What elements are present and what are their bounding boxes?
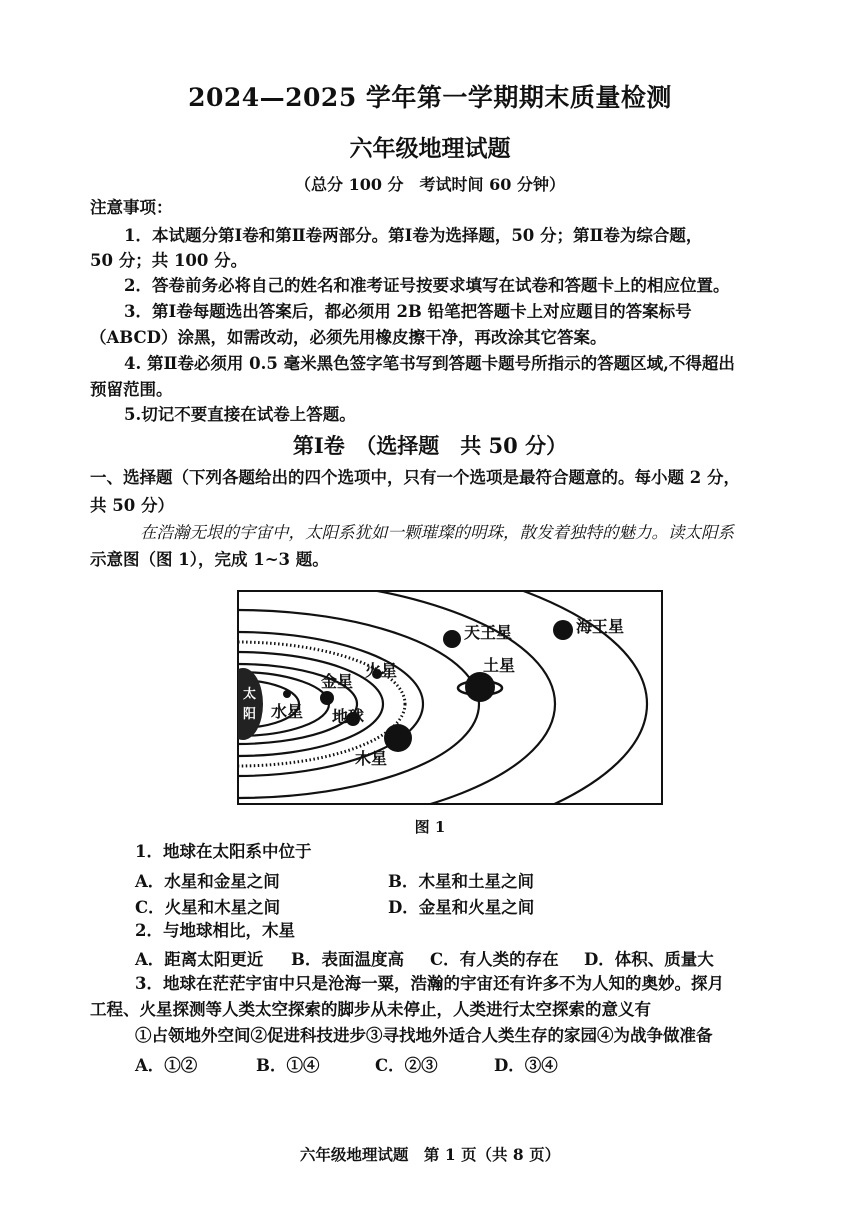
- section-title: 第Ⅰ卷 （选择题 共 50 分）: [292, 433, 568, 458]
- answer-option: B．木星和土星之间: [388, 872, 534, 891]
- notice-line: 4. 第Ⅱ卷必须用 0.5 毫米黑色签字笔书写到答题卡题号所指示的答题区域,不得超出: [124, 354, 735, 373]
- label-venus: 金星: [321, 672, 354, 691]
- notice-line: 预留范围。: [90, 380, 173, 399]
- answer-option: B．表面温度高: [291, 950, 404, 969]
- question-stem: 3．地球在茫茫宇宙中只是沧海一粟，浩瀚的宇宙还有许多不为人知的奥妙。探月: [135, 974, 724, 993]
- planet-venus: [320, 691, 334, 705]
- answer-option: C．有人类的存在: [430, 950, 559, 969]
- notice-heading: 注意事项：: [90, 198, 173, 217]
- question-stem: 工程、火星探测等人类太空探索的脚步从未停止，人类进行太空探索的意义有: [90, 1000, 651, 1019]
- planet-neptune: [553, 620, 573, 640]
- notice-line: 50 分；共 100 分。: [90, 251, 248, 270]
- label-saturn: 土星: [483, 656, 516, 675]
- figure-caption: 图 1: [414, 818, 446, 836]
- notice-line: 1．本试题分第Ⅰ卷和第Ⅱ卷两部分。第Ⅰ卷为选择题，50 分；第Ⅱ卷为综合题，: [124, 226, 703, 245]
- label-earth: 地球: [332, 707, 365, 726]
- section-instruction: 一、选择题（下列各题给出的四个选项中，只有一个选项是最符合题意的。每小题 2 分，: [90, 468, 740, 487]
- planet-uranus: [443, 630, 461, 648]
- answer-option: B．①④: [256, 1056, 320, 1075]
- exam-subtitle: 六年级地理试题: [349, 135, 511, 162]
- label-jupiter: 木星: [355, 749, 388, 768]
- sun-label: 太: [243, 687, 257, 702]
- exam-title: 2024—2025 学年第一学期期末质量检测: [188, 83, 672, 112]
- label-neptune: 海王星: [576, 617, 625, 636]
- notice-line: 5.切记不要直接在试卷上答题。: [124, 405, 356, 424]
- reading-passage: 在浩瀚无垠的宇宙中，太阳系犹如一颗璀璨的明珠，散发着独特的魅力。读太阳系: [140, 523, 734, 542]
- planet-jupiter: [384, 724, 412, 752]
- question-stem: 1．地球在太阳系中位于: [135, 842, 312, 861]
- answer-option: C．②③: [375, 1056, 438, 1075]
- answer-option: D．金星和火星之间: [388, 898, 535, 917]
- question-stem: 2．与地球相比，木星: [135, 921, 295, 940]
- question-statements: ①占领地外空间②促进科技进步③寻找地外适合人类生存的家园④为战争做准备: [135, 1026, 713, 1045]
- notice-line: （ABCD）涂黑，如需改动，必须先用橡皮擦干净，再改涂其它答案。: [90, 328, 607, 347]
- notice-line: 2．答卷前务必将自己的姓名和准考证号按要求填写在试卷和答题卡上的相应位置。: [124, 276, 730, 295]
- sun-label: 阳: [243, 707, 257, 722]
- solar-system-diagram: [237, 590, 663, 805]
- answer-option: A．水星和金星之间: [135, 872, 280, 891]
- label-mars: 火星: [365, 661, 398, 680]
- answer-option: A．距离太阳更近: [135, 950, 264, 969]
- notice-line: 3．第Ⅰ卷每题选出答案后，都必须用 2B 铅笔把答题卡上对应题目的答案标号: [124, 302, 692, 321]
- answer-option: D．体积、质量大: [584, 950, 714, 969]
- page-footer: 六年级地理试题 第 1 页（共 8 页）: [299, 1145, 561, 1164]
- reading-passage: 示意图（图 1），完成 1~3 题。: [90, 550, 329, 569]
- answer-option: A．①②: [135, 1056, 198, 1075]
- section-instruction: 共 50 分）: [90, 496, 174, 515]
- label-uranus: 天王星: [464, 623, 513, 642]
- exam-meta: （总分 100 分 考试时间 60 分钟）: [295, 175, 565, 194]
- label-mercury: 水星: [271, 702, 304, 721]
- answer-option: C．火星和木星之间: [135, 898, 281, 917]
- answer-option: D．③④: [494, 1056, 558, 1075]
- planet-mercury: [283, 690, 291, 698]
